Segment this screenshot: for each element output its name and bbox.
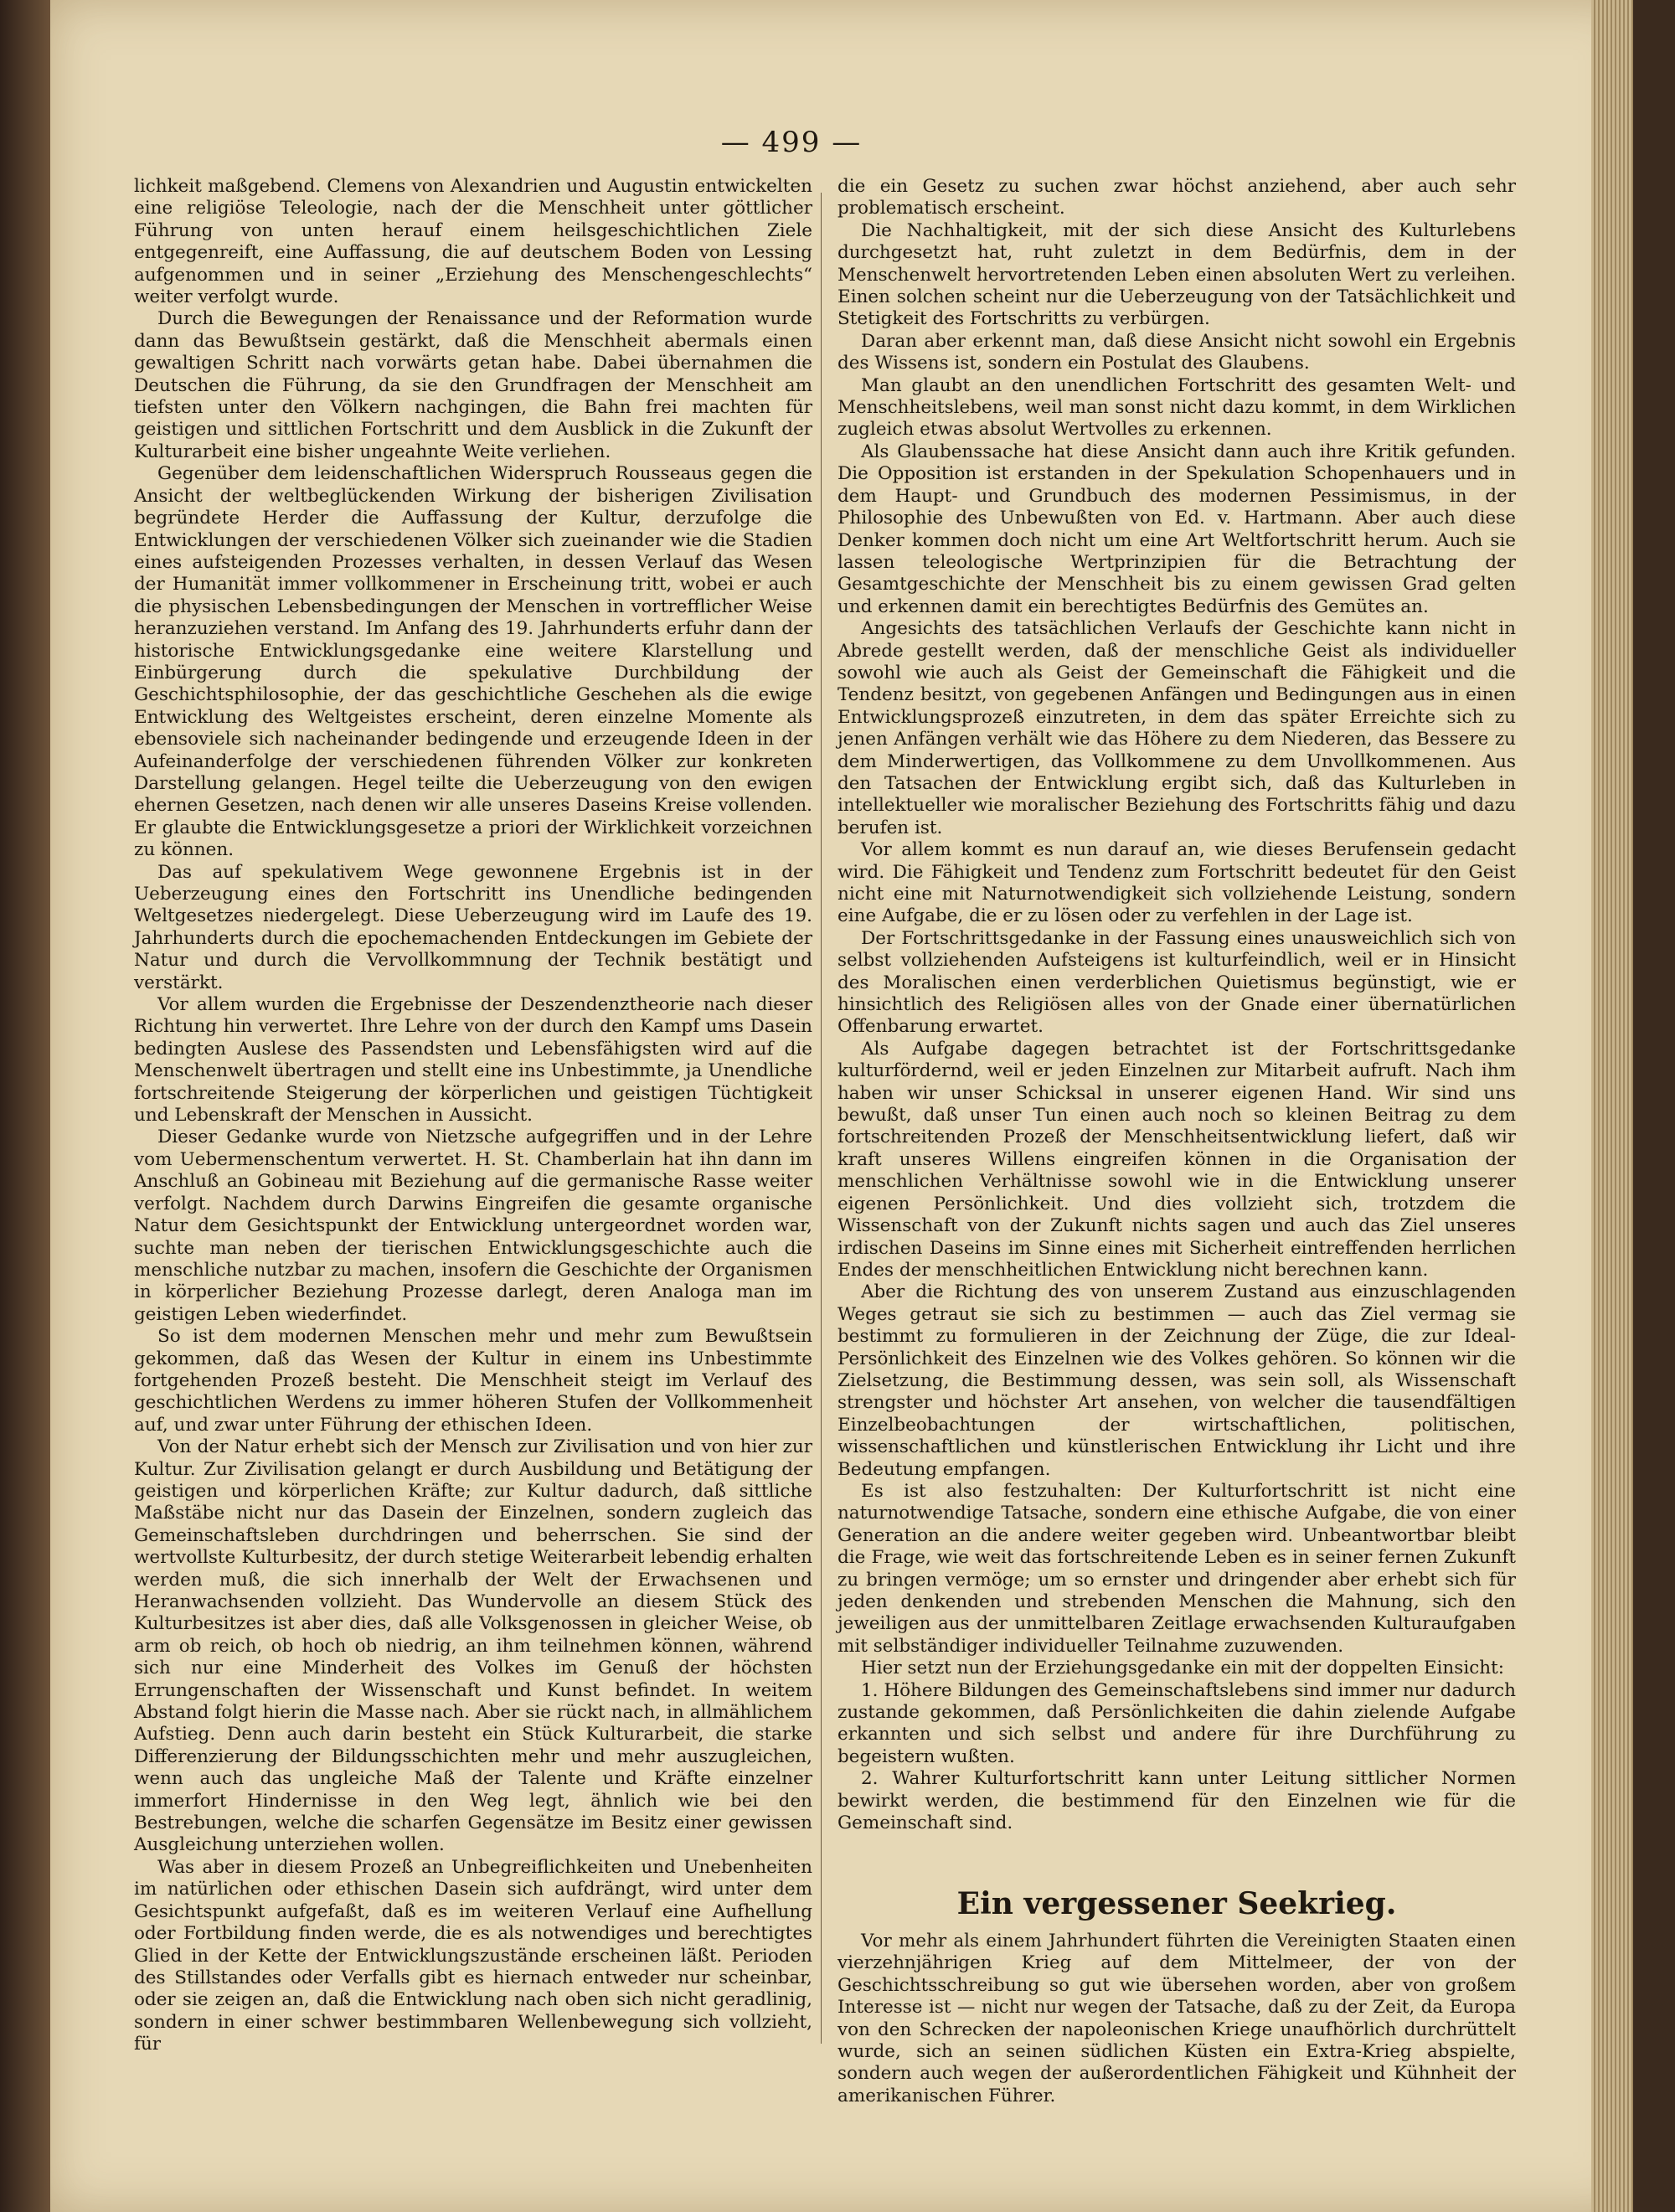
- book-spine-shadow: [0, 0, 50, 2212]
- paragraph: Vor allem kommt es nun darauf an, wie dieses Berufensein gedacht wird. Die Fähigkeit und Tendenz zum Fortschritt bedeutet für den Geist nicht eine mit Naturnotwendigkeit sich vollziehende Leistung, sondern eine Aufgabe, die er zu lösen oder zu verfehlen in der Lage ist.: [838, 839, 1516, 927]
- paragraph: Vor allem wurden die Ergebnisse der Deszendenztheorie nach dieser Richtung hin verwertet. Ihre Lehre von der durch den Kampf ums Dasein bedingten Auslese des Passendsten und Lebensfähigsten wird auf die Menschenwelt übertragen und stellt eine ins Unbestimmte, ja Unendliche fortschreitende Steigerung der körperlichen und geistigen Tüchtigkeit und Lebenskraft der Menschen in Aussicht.: [134, 994, 812, 1127]
- page-number: — 499 —: [720, 126, 863, 159]
- paragraph: Durch die Bewegungen der Renaissance und der Reformation wurde dann das Bewußtsein gestärkt, daß die Menschheit abermals einen gewaltigen Schritt nach vorwärts getan habe. Dabei übernahmen die Deutschen die Führung, da sie den Grundfragen der Menschheit am tiefsten unter den Völkern nachgingen, die Bahn frei machten für geistigen und sittlichen Fortschritt und dem Ausblick in die Zukunft der Kulturarbeit eine bisher ungeahnte Weite verliehen.: [134, 308, 812, 462]
- paragraph: Daran aber erkennt man, daß diese Ansicht nicht sowohl ein Ergebnis des Wissens ist, sondern ein Postulat des Glaubens.: [838, 330, 1516, 374]
- paragraph: Angesichts des tatsächlichen Verlaufs der Geschichte kann nicht in Abrede gestellt werden, daß der menschliche Geist als individueller sowohl wie auch als Geist der Gemeinschaft die Fähigkeit und die Tendenz besitzt, von gegebenen Anfängen und Bedingungen aus in einen Entwicklungsprozeß einzutreten, in dem das später Erreichte sich zu jenen Anfängen verhält wie das Höhere zu dem Niederen, das Bessere zu dem Minderwertigen, das Vollkommene zu dem Unvollkommenen. Aus den Tatsachen der Entwicklung ergibt sich, daß das Kulturleben in intellektueller wie moralischer Beziehung des Fortschritts fähig und dazu berufen ist.: [838, 618, 1516, 838]
- paragraph: die ein Gesetz zu suchen zwar höchst anziehend, aber auch sehr problematisch erscheint.: [838, 176, 1516, 219]
- page-edge-stack: [1591, 0, 1633, 2212]
- column-divider: [821, 193, 822, 2044]
- paragraph: Als Glaubenssache hat diese Ansicht dann auch ihre Kritik gefunden. Die Opposition ist erstanden in der Spekulation Schopenhauers und in dem Haupt- und Grundbuch des modernen Pessimismus, in der Philosophie des Unbewußten von Ed. v. Hartmann. Aber auch diese Denker kommen doch nicht um eine Art Weltfortschritt herum. Auch sie lassen teleologische Wertprinzipien für die Betrachtung der Gesamtgeschichte der Menschheit bis zu einem gewissen Grad gelten und erkennen damit ein berechtigtes Bedürfnis des Gemütes an.: [838, 441, 1516, 617]
- right-column: [838, 176, 1516, 2107]
- paragraph: Gegenüber dem leidenschaftlichen Widerspruch Rousseaus gegen die Ansicht der weltbeglückenden Wirkung der bisherigen Zivilisation begründete Herder die Auffassung der Kultur, derzufolge die Entwicklungen der verschiedenen Völker sich zueinander wie die Stadien eines aufsteigenden Prozesses verhalten, in dessen Verlauf das Wesen der Humanität immer vollkommener in Erscheinung tritt, wobei er auch die physischen Lebensbedingungen der Menschen in vortrefflicher Weise heranzuziehen verstand. Im Anfang des 19. Jahrhunderts erfuhr dann der historische Entwicklungsgedanke eine weitere Klarstellung und Einbürgerung durch die spekulative Durchbildung der Geschichtsphilosophie, der das geschichtliche Geschehen als die ewige Entwicklung des Weltgeistes erscheint, deren einzelne Momente als ebensoviele sich nacheinander bedingende und erzeugende Ideen in der Aufeinanderfolge der verschiedenen führenden Völker zur konkreten Darstellung gelangen. Hegel teilte die Ueberzeugung von den ewigen ehernen Gesetzen, nach denen wir alle unseres Daseins Kreise vollenden. Er glaubte die Entwicklungsgesetze a priori der Wirklichkeit vorzeichnen zu können.: [134, 463, 812, 861]
- paragraph: Das auf spekulativem Wege gewonnene Ergebnis ist in der Ueberzeugung eines den Fortschritt ins Unendliche bedingenden Weltgesetzes niedergelegt. Diese Ueberzeugung wird im Laufe des 19. Jahrhunderts durch die epochemachenden Entdeckungen im Gebiete der Natur und durch die Vervollkommnung der Technik bestätigt und verstärkt.: [134, 861, 812, 993]
- paragraph: Hier setzt nun der Erziehungsgedanke ein mit der doppelten Einsicht:: [861, 1658, 1504, 1679]
- paragraph: Der Fortschrittsgedanke in der Fassung eines unausweichlich sich von selbst vollziehenden Aufsteigens ist kulturfeindlich, weil er in Hinsicht des Moralischen einen verderblichen Quietismus begünstigt, wie er hinsichtlich des Religiösen alles von der Gnade einer übernatürlichen Offenbarung erwartet.: [838, 927, 1516, 1038]
- paragraph: Von der Natur erhebt sich der Mensch zur Zivilisation und von hier zur Kultur. Zur Zivilisation gelangt er durch Ausbildung und Betätigung der geistigen und körperlichen Kräfte; zur Kultur dadurch, daß sittliche Maßstäbe nicht nur das Dasein der Einzelnen, sondern zugleich das Gemeinschaftsleben durchdringen und beherrschen. Sie sind der wertvollste Kulturbesitz, der durch stetige Weiterarbeit lebendig erhalten werden muß, die sich innerhalb der Welt der Erwachsenen und Heranwachsenden vollzieht. Das Wundervolle an diesem Stück des Kulturbesitzes ist aber dies, daß alle Volksgenossen in gleicher Weise, ob arm ob reich, ob hoch ob niedrig, an ihm teilnehmen können, während sich nur eine Minderheit des Volkes im Genuß der höchsten Errungenschaften der Wissenschaft und Kunst befindet. In weitem Abstand folgt hierin die Masse nach. Aber sie rückt nach, in allmählichem Aufstieg. Denn auch darin besteht ein Stück Kulturarbeit, die starke Differenzierung der Bildungsschichten mehr und mehr auszugleichen, wenn auch das ungleiche Maß der Talente und Kräfte einzelner immerfort Hindernisse in den Weg legt, ähnlich wie bei den Bestrebungen, welche die scharfen Gegensätze im Besitz einer gewissen Ausgleichung unterziehen wollen.: [134, 1436, 812, 1856]
- paragraph: Dieser Gedanke wurde von Nietzsche aufgegriffen und in der Lehre vom Uebermenschentum verwertet. H. St. Chamberlain hat ihn dann im Anschluß an Gobineau mit Beziehung auf die germanische Rasse weiter verfolgt. Nachdem durch Darwins Eingreifen die gesamte organische Natur dem Gesichtspunkt der Entwicklung untergeordnet worden war, suchte man neben der tierischen Entwicklungsgeschichte auch die menschliche nutzbar zu machen, insofern die Geschichte der Organismen in körperlicher Beziehung Prozesse darlegt, deren Analoga man im geistigen Leben wiederfindet.: [134, 1127, 812, 1325]
- paragraph: Was aber in diesem Prozeß an Unbegreiflichkeiten und Unebenheiten im natürlichen oder ethischen Dasein sich aufdrängt, wird unter dem Gesichtspunkt aufgefaßt, daß es im weiteren Verlauf eine Aufhellung oder Fortbildung finden werde, die es als notwendiges und berechtigtes Glied in der Kette der Entwicklungszustände erscheinen läßt. Perioden des Stillstandes oder Verfalls gibt es hiernach entweder nur scheinbar, oder sie zeigen an, daß die Entwicklung nach oben sich nicht geradlinig, sondern in einer schwer bestimmbaren Wellenbewegung sich vollzieht, für: [134, 1856, 812, 2055]
- paragraph: So ist dem modernen Menschen mehr und mehr zum Bewußtsein gekommen, daß das Wesen der Kultur in einem ins Unbestimmte fortgehenden Prozeß besteht. Die Menschheit steigt im Verlauf des geschichtlichen Werdens zu immer höheren Stufen der Vollkommenheit auf, und zwar unter Führung der ethischen Ideen.: [134, 1326, 812, 1436]
- paragraph: Als Aufgabe dagegen betrachtet ist der Fortschrittsgedanke kulturfördernd, weil er jeden Einzelnen zur Mitarbeit aufruft. Nach ihm haben wir unser Schicksal in unserer eigenen Hand. Wir sind uns bewußt, daß unser Tun einen auch noch so kleinen Beitrag zu dem fortschreitenden Prozeß der Menschheitsentwicklung liefert, daß wir kraft unseres Willens eingreifen können in die Organisation der menschlichen Verhältnisse sowohl wie in die Entwicklung unserer eigenen Persönlichkeit. Und dies vollzieht sich, trotzdem die Wissenschaft von der Zukunft nichts sagen und auch das Ziel unseres irdischen Daseins im Sinne eines mit Sicherheit eintreffenden herrlichen Endes der menschheitlichen Entwicklung nicht berechnen kann.: [838, 1038, 1516, 1281]
- paragraph: lichkeit maßgebend. Clemens von Alexandrien und Augustin entwickelten eine religiöse Teleologie, nach der die Menschheit unter göttlicher Führung von unten herauf einem heilsgeschichtlichen Ziele entgegenreift, eine Auffassung, die auf deutschem Boden von Lessing aufgenommen und in seiner „Erziehung des Menschengeschlechts“ weiter verfolgt wurde.: [134, 176, 812, 308]
- article-title: Ein vergessener Seekrieg.: [956, 1886, 1397, 1922]
- paragraph: 1. Höhere Bildungen des Gemeinschaftslebens sind immer nur dadurch zustande gekommen, daß Persönlichkeiten die dahin zielende Aufgabe erkannten und sich selbst und andere für ihre Durchführung zu begeistern wußten.: [838, 1679, 1516, 1767]
- paragraph: Aber die Richtung des von unserem Zustand aus einzuschlagenden Weges getraut sie sich zu bestimmen — auch das Ziel vermag sie bestimmt zu formulieren in der Zeichnung der Züge, die zur Ideal-Persönlichkeit des Einzelnen wie des Volkes gehören. So können wir die Zielsetzung, die Bestimmung dessen, was sein soll, als Wissenschaft strengster und höchster Art ansehen, von welcher die tausendfältigen Einzelbeobachtungen der wirtschaftlichen, politischen, wissenschaftlichen und künstlerischen Entwicklung ihr Licht und ihre Bedeutung empfangen.: [838, 1281, 1516, 1480]
- paragraph: Vor mehr als einem Jahrhundert führten die Vereinigten Staaten einen vierzehnjährigen Krieg auf dem Mittelmeer, der von der Geschichtsschreibung so gut wie übersehen worden, aber von großem Interesse ist — nicht nur wegen der Tatsache, daß zu der Zeit, da Europa von den Schrecken der napoleonischen Kriege unaufhörlich durchrüttelt wurde, sich an seinen südlichen Küsten ein Extra-Krieg abspielte, sondern auch wegen der außerordentlichen Fähigkeit und Kühnheit der amerikanischen Führer.: [838, 1930, 1516, 2106]
- paragraph: Man glaubt an den unendlichen Fortschritt des gesamten Welt- und Menschheitslebens, weil man sonst nicht dazu kommt, in dem Wirklichen zugleich etwas absolut Wertvolles zu erkennen.: [838, 374, 1516, 441]
- paragraph: Die Nachhaltigkeit, mit der sich diese Ansicht des Kulturlebens durchgesetzt hat, ruht zuletzt in dem Bedürfnis, dem in der Menschenwelt hervortretenden Leben einen absoluten Wert zu verleihen. Einen solchen scheint nur die Ueberzeugung von der Tatsächlichkeit und Stetigkeit des Fortschritts zu verbürgen.: [838, 219, 1516, 330]
- paragraph: Es ist also festzuhalten: Der Kulturfortschritt ist nicht eine naturnotwendige Tatsache, sondern eine ethische Aufgabe, die von einer Generation an die andere weiter gegeben wird. Unbeantwortbar bleibt die Frage, wie weit das fortschreitende Leben es in seiner fernen Zukunft zu bringen vermöge; um so ernster und dringender aber erhebt sich für jeden denkenden und strebenden Menschen die Mahnung, sich den jeweiligen aus der unmittelbaren Zeitlage erwachsenden Kulturaufgaben mit selbständiger individueller Teilnahme zuzuwenden.: [838, 1480, 1516, 1657]
- left-column: [134, 176, 812, 2056]
- paragraph: 2. Wahrer Kulturfortschritt kann unter Leitung sittlicher Normen bewirkt werden, die bestimmend für den Einzelnen wie für die Gemeinschaft sind.: [838, 1768, 1516, 1834]
